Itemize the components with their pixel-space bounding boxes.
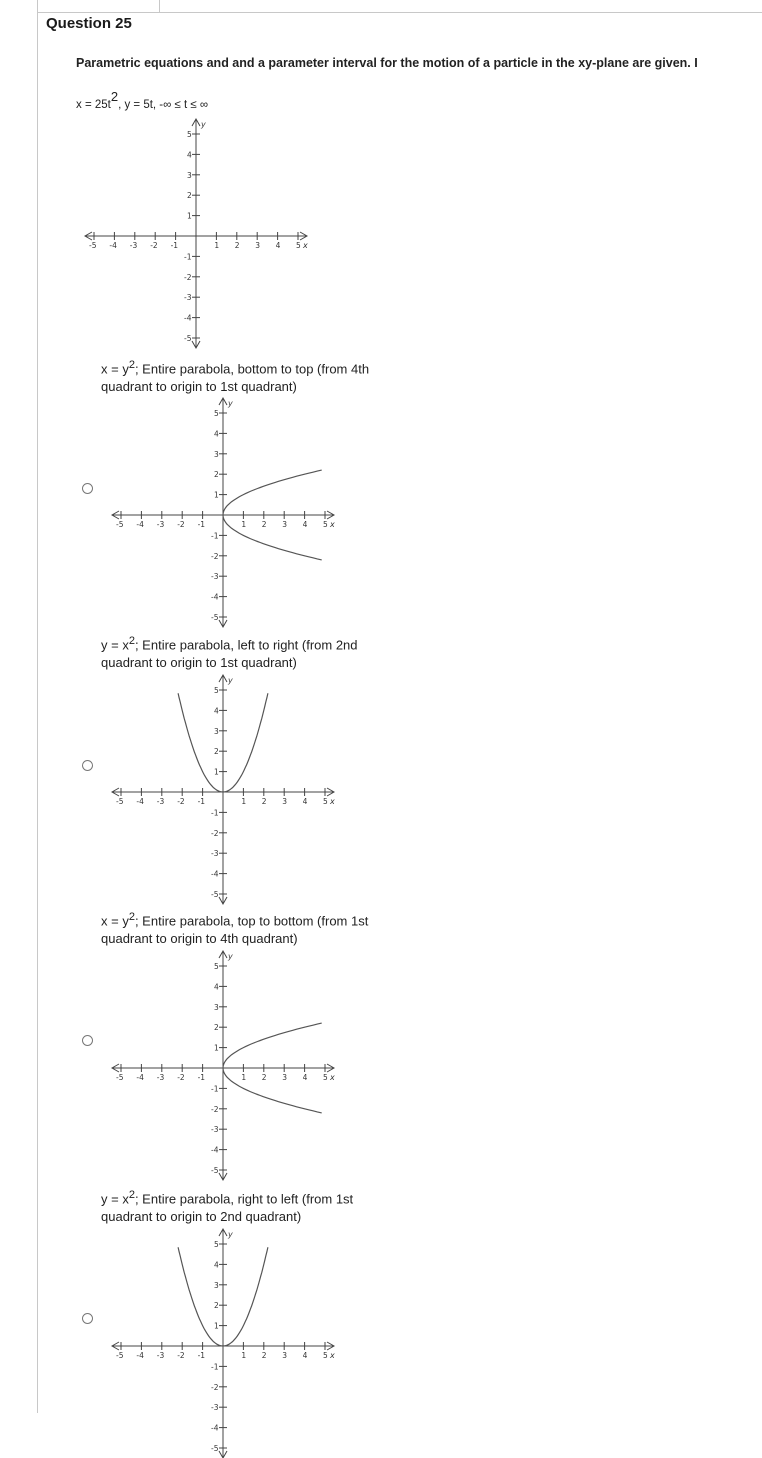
y-tick-label: 1 <box>214 767 219 777</box>
choice-b-graph <box>103 664 343 904</box>
x-tick-label: 5 <box>323 1351 328 1360</box>
y-tick-label: 4 <box>214 982 219 992</box>
y-tick-label: -3 <box>211 1125 219 1135</box>
x-tick-label: 5 <box>323 520 328 529</box>
y-tick-label: -1 <box>184 252 192 262</box>
y-tick-label: -5 <box>211 613 219 622</box>
y-tick-label: -4 <box>211 1145 219 1155</box>
x-tick-label: -5 <box>89 241 97 250</box>
y-tick-label: 2 <box>214 1301 219 1311</box>
y-tick-label: -2 <box>211 828 219 838</box>
frame-top-border <box>37 12 762 13</box>
choice-c-description: ; Entire parabola, top to bottom (from 1st quadrant to origin to 4th quadrant) <box>101 913 369 947</box>
x-tick-label: -3 <box>156 1073 165 1082</box>
x-axis-label: x <box>330 1073 335 1082</box>
choice-a-description: ; Entire parabola, bottom to top (from 4th quadrant to origin to 1st quadrant) <box>101 361 370 395</box>
x-tick-label: -4 <box>136 1351 144 1360</box>
x-tick-label: 3 <box>255 241 260 250</box>
y-tick-label: 2 <box>187 191 192 201</box>
y-tick-label: 5 <box>187 130 192 139</box>
y-tick-label: -5 <box>211 1444 219 1453</box>
equation-main: x = 25t <box>76 98 111 111</box>
y-tick-label: -1 <box>211 808 219 818</box>
y-tick-label: 3 <box>214 1280 219 1290</box>
x-tick-label: 2 <box>261 797 267 806</box>
x-axis-label: x <box>330 1351 335 1360</box>
x-tick-label: 2 <box>261 1351 267 1360</box>
y-tick-label: -1 <box>211 1084 219 1094</box>
y-tick-label: -5 <box>211 1166 219 1175</box>
y-tick-label: 1 <box>187 211 192 221</box>
choice-d-exponent: 2 <box>128 1189 135 1201</box>
x-tick-label: -5 <box>116 1351 124 1360</box>
y-tick-label: -3 <box>211 849 219 859</box>
y-tick-label: 4 <box>214 706 219 716</box>
y-tick-label: -3 <box>184 293 192 303</box>
x-tick-label: 3 <box>282 520 287 529</box>
equation-rest: , y = 5t, -∞ ≤ t ≤ ∞ <box>118 98 209 111</box>
y-axis-label: y <box>228 676 233 685</box>
equation-exponent: 2 <box>110 89 119 104</box>
y-tick-label: -4 <box>211 1423 219 1433</box>
x-tick-label: -1 <box>197 797 206 806</box>
x-tick-label: -5 <box>116 520 124 529</box>
x-tick-label: 2 <box>261 1073 267 1082</box>
x-tick-label: -3 <box>129 241 138 250</box>
question-title: Question 25 <box>46 15 132 32</box>
y-tick-label: 5 <box>214 962 219 971</box>
y-tick-label: 3 <box>214 726 219 736</box>
y-tick-label: -1 <box>211 531 219 541</box>
x-tick-label: -2 <box>150 241 158 250</box>
x-tick-label: -2 <box>177 1073 185 1082</box>
y-tick-label: 4 <box>187 150 192 160</box>
x-tick-label: -2 <box>177 797 185 806</box>
y-tick-label: 1 <box>214 1043 219 1053</box>
x-tick-label: 4 <box>275 241 281 250</box>
y-tick-label: 5 <box>214 686 219 695</box>
x-tick-label: 1 <box>241 520 247 529</box>
y-tick-label: 1 <box>214 490 219 500</box>
x-tick-label: 1 <box>241 797 247 806</box>
frame-left-border <box>37 0 38 1413</box>
y-tick-label: -2 <box>184 272 192 282</box>
x-tick-label: 1 <box>241 1351 247 1360</box>
choice-a-graph <box>103 387 343 627</box>
x-axis-label: x <box>330 520 335 529</box>
y-tick-label: 3 <box>214 449 219 459</box>
y-tick-label: -3 <box>211 572 219 582</box>
x-tick-label: 4 <box>302 1073 308 1082</box>
y-tick-label: -2 <box>211 1382 219 1392</box>
y-axis-label: y <box>201 120 206 129</box>
x-tick-label: 3 <box>282 797 287 806</box>
y-axis-label: y <box>228 399 233 408</box>
x-tick-label: -5 <box>116 1073 124 1082</box>
y-tick-label: -4 <box>211 869 219 879</box>
choice-a-equation: x = y <box>101 361 129 377</box>
x-tick-label: -1 <box>197 520 206 529</box>
choice-d-radio[interactable] <box>82 1313 93 1324</box>
x-tick-label: 5 <box>323 1073 328 1082</box>
y-tick-label: 3 <box>187 170 192 180</box>
x-tick-label: -4 <box>109 241 117 250</box>
y-tick-label: 3 <box>214 1002 219 1012</box>
y-tick-label: -2 <box>211 551 219 561</box>
choice-a-radio[interactable] <box>82 483 93 494</box>
y-axis-label: y <box>228 1230 233 1239</box>
x-axis-label: x <box>330 797 335 806</box>
x-tick-label: -1 <box>170 241 179 250</box>
x-tick-label: 2 <box>261 520 267 529</box>
choice-c-graph <box>103 940 343 1180</box>
x-tick-label: -3 <box>156 520 165 529</box>
y-tick-label: 1 <box>214 1321 219 1331</box>
y-tick-label: 4 <box>214 1260 219 1270</box>
x-tick-label: 2 <box>234 241 240 250</box>
x-tick-label: 4 <box>302 797 308 806</box>
x-tick-label: 1 <box>241 1073 247 1082</box>
x-tick-label: -3 <box>156 797 165 806</box>
x-tick-label: -4 <box>136 1073 144 1082</box>
choice-b-radio[interactable] <box>82 760 93 771</box>
y-axis-label: y <box>228 952 233 961</box>
y-tick-label: -5 <box>184 334 192 343</box>
choice-b-exponent: 2 <box>128 635 135 647</box>
x-tick-label: 1 <box>214 241 220 250</box>
x-tick-label: 4 <box>302 1351 308 1360</box>
x-tick-label: 3 <box>282 1351 287 1360</box>
question-prompt: Parametric equations and and a parameter interval for the motion of a particle in the xy-plane are given. I <box>76 56 698 70</box>
y-tick-label: -5 <box>211 890 219 899</box>
x-tick-label: -1 <box>197 1073 206 1082</box>
x-tick-label: -2 <box>177 520 185 529</box>
x-tick-label: 5 <box>323 797 328 806</box>
x-tick-label: 3 <box>282 1073 287 1082</box>
choice-c-exponent: 2 <box>128 911 135 923</box>
x-axis-label: x <box>303 241 308 250</box>
y-tick-label: 2 <box>214 1023 219 1033</box>
y-tick-label: 5 <box>214 409 219 418</box>
y-tick-label: -3 <box>211 1403 219 1413</box>
x-tick-label: -3 <box>156 1351 165 1360</box>
x-tick-label: 5 <box>296 241 301 250</box>
x-tick-label: -2 <box>177 1351 185 1360</box>
y-tick-label: 2 <box>214 747 219 757</box>
y-tick-label: -4 <box>211 592 219 602</box>
x-tick-label: 4 <box>302 520 308 529</box>
x-tick-label: -4 <box>136 520 144 529</box>
y-tick-label: 4 <box>214 429 219 439</box>
y-tick-label: -4 <box>184 313 192 323</box>
y-tick-label: -2 <box>211 1104 219 1114</box>
y-tick-label: 5 <box>214 1240 219 1249</box>
choice-b-equation: y = x <box>101 637 129 653</box>
x-tick-label: -4 <box>136 797 144 806</box>
x-tick-label: -5 <box>116 797 124 806</box>
x-tick-label: -1 <box>197 1351 206 1360</box>
choice-d-description: ; Entire parabola, right to left (from 1st quadrant to origin to 2nd quadrant) <box>101 1191 354 1225</box>
choice-a-exponent: 2 <box>128 359 135 371</box>
choice-d-graph <box>103 1218 343 1458</box>
y-tick-label: -1 <box>211 1362 219 1372</box>
frame-divider <box>159 0 160 12</box>
choice-d-equation: y = x <box>101 1191 129 1207</box>
question-graph <box>76 108 316 350</box>
y-tick-label: 2 <box>214 470 219 480</box>
choice-c-radio[interactable] <box>82 1035 93 1046</box>
choice-b-description: ; Entire parabola, left to right (from 2nd quadrant to origin to 1st quadrant) <box>101 637 358 671</box>
choice-c-equation: x = y <box>101 913 129 929</box>
